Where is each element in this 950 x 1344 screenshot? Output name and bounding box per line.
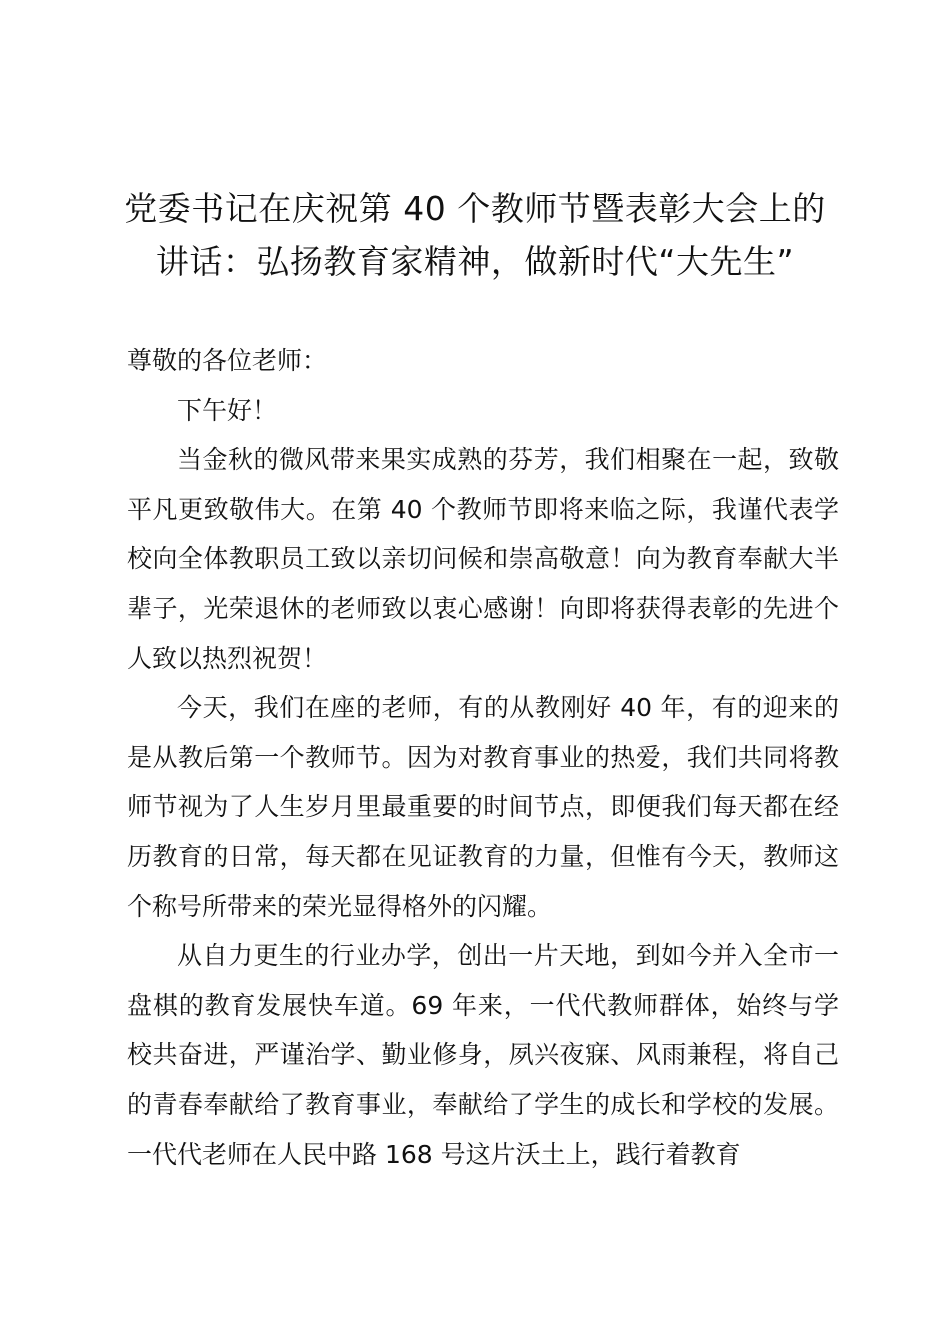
- paragraph-1: 当金秋的微风带来果实成熟的芬芳，我们相聚在一起，致敬平凡更致敬伟大。在第 40 个教师节即将来临之际，我谨代表学校向全体教职员工致以亲切问候和崇高敬意！向为教育奉献大半辈子，光荣退休的老师致以衷心感谢！向即将获得表彰的先进个人致以热烈祝贺！: [127, 445, 839, 673]
- paragraph-greeting: 下午好！: [177, 395, 278, 425]
- document-title: 党委书记在庆祝第 40 个教师节暨表彰大会上的讲话：弘扬教育家精神，做新时代“大先生”: [124, 189, 826, 281]
- paragraph-2: 今天，我们在座的老师，有的从教刚好 40 年，有的迎来的是从教后第一个教师节。因为对教育事业的热爱，我们共同将教师节视为了人生岁月里最重要的时间节点，即便我们每天都在经历教育的日常，每天都在见证教育的力量，但惟有今天，教师这个称号所带来的荣光显得格外的闪耀。: [127, 693, 839, 921]
- document-body: [127, 336, 839, 1179]
- salutation: 尊敬的各位老师：: [127, 346, 328, 375]
- paragraph-3: 从自力更生的行业办学，创出一片天地，到如今并入全市一盘棋的教育发展快车道。69 年来，一代代教师群体，始终与学校共奋进，严谨治学、勤业修身，夙兴夜寐、风雨兼程，将自己的青春奉献给了教育事业，奉献给了学生的成长和学校的发展。一代代老师在人民中路 168 号这片沃土上，践行着教育: [127, 941, 839, 1169]
